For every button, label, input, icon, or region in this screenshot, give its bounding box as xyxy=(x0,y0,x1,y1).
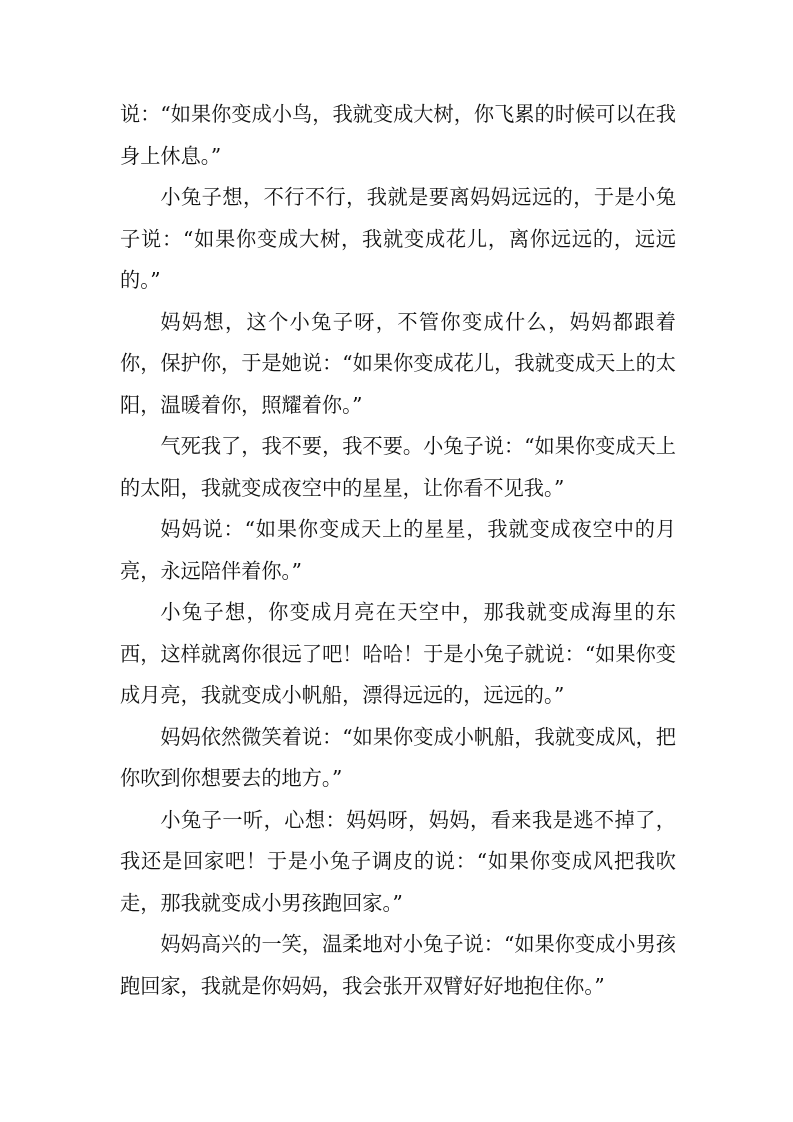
paragraph-2: 小兔子想，不行不行，我就是要离妈妈远远的，于是小兔子说：“如果你变成大树，我就变成花儿，离你远远的，远远的。” xyxy=(120,185,676,292)
paragraph-1: 说：“如果你变成小鸟，我就变成大树，你飞累的时候可以在我身上休息。” xyxy=(120,102,676,168)
paragraph-5: 妈妈说：“如果你变成天上的星星，我就变成夜空中的月亮，永远陪伴着你。” xyxy=(120,517,676,583)
body-text xyxy=(120,94,676,1007)
paragraph-4: 气死我了，我不要，我不要。小兔子说：“如果你变成天上的太阳，我就变成夜空中的星星，让你看不见我。” xyxy=(120,434,676,500)
paragraph-9: 妈妈高兴的一笑，温柔地对小兔子说：“如果你变成小男孩跑回家，我就是你妈妈，我会张开双臂好好地抱住你。” xyxy=(120,932,676,998)
paragraph-6: 小兔子想，你变成月亮在天空中，那我就变成海里的东西，这样就离你很远了吧！哈哈！于是小兔子就说：“如果你变成月亮，我就变成小帆船，漂得远远的，远远的。” xyxy=(120,600,676,707)
paragraph-8: 小兔子一听，心想：妈妈呀，妈妈，看来我是逃不掉了，我还是回家吧！于是小兔子调皮的说：“如果你变成风把我吹走，那我就变成小男孩跑回家。” xyxy=(120,807,676,915)
paragraph-7: 妈妈依然微笑着说：“如果你变成小帆船，我就变成风，把你吹到你想要去的地方。” xyxy=(120,724,676,790)
paragraph-3: 妈妈想，这个小兔子呀，不管你变成什么，妈妈都跟着你，保护你，于是她说：“如果你变成花儿，我就变成天上的太阳，温暖着你，照耀着你。” xyxy=(120,309,676,417)
